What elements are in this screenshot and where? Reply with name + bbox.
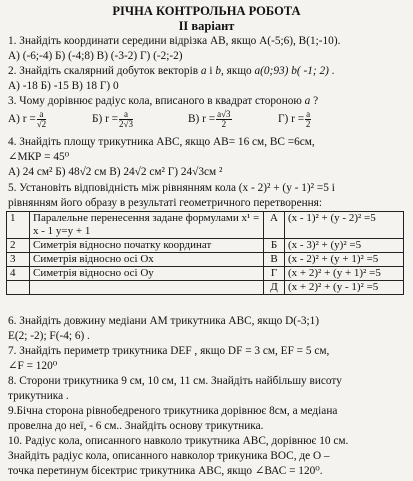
question-6: 6. Знайдіть довжину медіани АМ трикутника АВС, якщо D(-3;1)	[8, 315, 320, 327]
circle-equation: (х - 3)² + (у)² =5	[285, 239, 404, 253]
question-1-options: А) (-6;-4) Б) (-4;8) В) (-3-2) Г) (-2;-2)	[8, 50, 183, 62]
question-10-line3: точка перетинум бісектрис трикутника АВС, якщо ∠ВАС = 120⁰.	[8, 465, 323, 477]
option-3d-den: 2	[305, 119, 311, 129]
option-3c-den: 2	[221, 119, 227, 129]
table-row	[7, 281, 404, 295]
row-number	[7, 281, 30, 295]
answer-letter: В	[264, 253, 285, 267]
option-3a-num: a	[37, 110, 46, 120]
option-3b	[92, 110, 134, 129]
table-row	[7, 253, 404, 267]
question-3	[8, 94, 318, 109]
option-3b-den: 2√3	[119, 119, 133, 129]
option-3c-label: В) r =	[188, 113, 216, 126]
option-3c	[188, 110, 233, 129]
question-3-var: a	[304, 95, 311, 107]
question-4-options: А) 24 см² Б) 48√2 см В) 24√2 см² Г) 24√3см ²	[8, 166, 223, 178]
option-3c-num: a√3	[217, 109, 231, 119]
question-2-mid: і	[206, 65, 216, 77]
table-row	[7, 212, 404, 239]
question-2-end: .	[328, 65, 335, 77]
row-number: 4	[7, 267, 30, 281]
question-8: 8. Сторони трикутника 9 см, 10 см, 11 см. Знайдіть найбільшу висоту	[8, 375, 342, 387]
answer-letter: Г	[264, 267, 285, 281]
question-8-line2: трикутника .	[8, 390, 69, 402]
circle-equation: (х - 2)² + (у + 1)² =5	[285, 253, 404, 267]
row-number: 1	[7, 212, 30, 239]
variant-label: ІІ варіант	[178, 19, 235, 33]
circle-equation: (х + 2)² + (у + 1)² =5	[285, 267, 404, 281]
question-6-line2: E(2; -2); F(-4; 6) .	[8, 330, 90, 342]
row-number: 3	[7, 253, 30, 267]
question-2-options: А) -18 Б) -15 В) 18 Г) 0	[8, 80, 119, 92]
question-1: 1. Знайдіть координати середини відрізка АВ, якщо А(-5;6), В(1;-10).	[8, 35, 341, 47]
question-5-line2: рівнянням його образу в результаті геометричного перетворення:	[8, 197, 323, 209]
question-2-prefix: 2. Знайдіть скалярний добуток векторів	[8, 65, 201, 77]
option-3b-label: Б) r =	[92, 113, 119, 126]
question-2	[8, 64, 335, 79]
question-4-angle: ∠МКР = 45⁰	[8, 151, 70, 163]
question-9: 9.Бічна сторона рівнобедреного трикутника дорівнює 8см, а медіана	[8, 405, 338, 417]
question-3-end: ?	[310, 95, 319, 107]
option-3b-num: a	[119, 110, 133, 120]
table-row	[7, 267, 404, 281]
question-7-line2: ∠F = 120⁰	[8, 360, 58, 372]
option-3a-label: А) r =	[8, 113, 36, 126]
matching-table	[6, 211, 404, 295]
vector-b: b	[215, 65, 221, 77]
option-3d	[278, 110, 312, 129]
option-3b-fraction	[119, 110, 133, 129]
vector-a: a	[200, 65, 207, 77]
row-number: 2	[7, 239, 30, 253]
question-2-cond: , якщо	[220, 65, 255, 77]
question-10: 10. Радіус кола, описанного навколо трикутника АВС, дорівнює 10 см.	[8, 435, 349, 447]
answer-letter: Б	[264, 239, 285, 253]
question-10-line2: Знайдіть радіус кола, описанного навколор трикуника ВОС, де О –	[8, 450, 330, 462]
circle-equation: (х + 2)² + (у - 1)² =5	[285, 281, 404, 295]
transformation: Симетрія відносно осі Ох	[30, 253, 264, 267]
answer-letter: Д	[264, 281, 285, 295]
option-3d-num: a	[306, 109, 311, 119]
transformation: Симетрія відносно початку координат	[30, 239, 264, 253]
circle-equation: (х - 1)² + (у - 2)² =5	[285, 212, 404, 239]
option-3a-fraction	[37, 110, 46, 129]
vector-a-coords: a(0;93)	[254, 65, 289, 77]
option-3c-fraction	[216, 110, 231, 129]
question-4: 4. Знайдіть площу трикутника АВС, якщо АВ= 16 см, ВС =6см,	[8, 136, 315, 148]
question-9-line2: провелна до неї, - 6 см.. Знайдіть основу трикутника.	[8, 420, 264, 432]
vector-b-coords: b( -1; 2)	[288, 65, 329, 77]
question-3-text: 3. Чому дорівнює радіус кола, вписаного в квадрат стороною	[8, 95, 305, 107]
table-row	[7, 239, 404, 253]
transformation: Симетрія відносно осі Оу	[30, 267, 264, 281]
page-title: РІЧНА КОНТРОЛЬНА РОБОТА	[112, 4, 301, 18]
option-3a-den: √2	[36, 119, 47, 129]
transformation	[30, 281, 264, 295]
question-5: 5. Установіть відповідність між рівнянням кола (х - 2)² + (у - 1)² =5 і	[8, 182, 335, 194]
option-3d-label: Г) r =	[278, 113, 305, 126]
answer-letter: А	[264, 212, 285, 239]
option-3d-fraction	[305, 110, 311, 129]
transformation: Паралельне перенесення задане формулами х¹ = х - 1 у=у + 1	[30, 212, 264, 239]
option-3a	[8, 110, 47, 129]
question-7: 7. Знайдіть периметр трикутника DEF , якщо DF = 3 см, EF = 5 см,	[8, 345, 330, 357]
